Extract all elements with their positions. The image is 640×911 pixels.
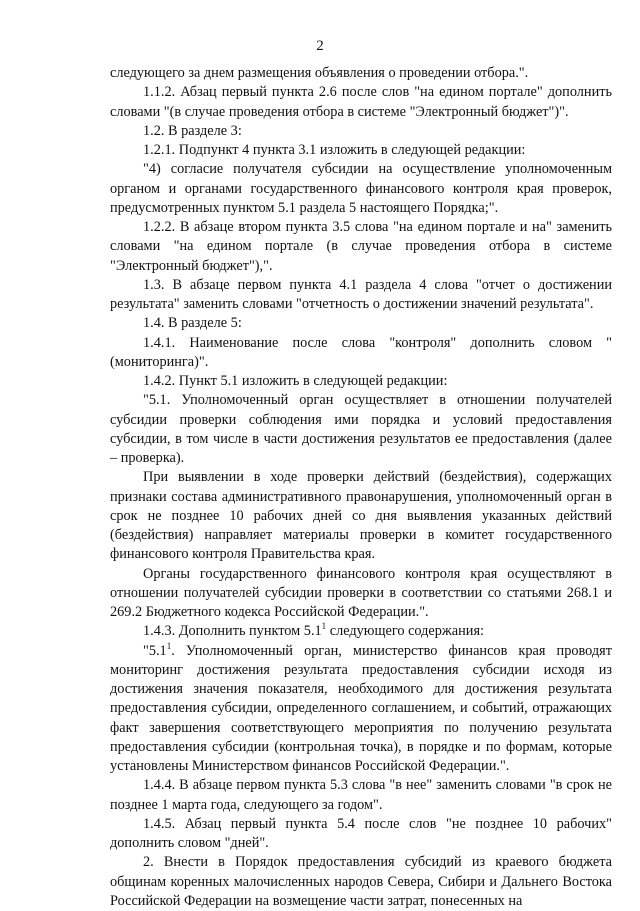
paragraph: 1.2.2. В абзаце втором пункта 3.5 слова "на едином портале и на" заменить словами "на едином портале (в случае проведения отбора в системе "Электронный бюджет"),". — [110, 219, 612, 274]
paragraph: 1.2.1. Подпункт 4 пункта 3.1 изложить в следующей редакции: — [143, 142, 526, 158]
paragraph: 1.4.1. Наименование после слова "контроля" дополнить словом "(мониторинга)". — [110, 334, 612, 370]
paragraph: 1.4.2. Пункт 5.1 изложить в следующей редакции: — [143, 373, 448, 389]
paragraph: "4) согласие получателя субсидии на осуществление уполномоченным органом и органами государственного финансового контроля края проверок, предусмотренных пунктом 5.1 раздела 5 настоящего Порядка;". — [110, 161, 612, 216]
superscript: 1 — [321, 621, 327, 632]
paragraph: 1.4. В разделе 5: — [143, 315, 242, 332]
paragraph: При выявлении в ходе проверки действий (бездействия), содержащих признаки состава административного правонарушения, уполномоченный орган в срок не позднее 10 рабочих дней со дня выявления указанных действий (бездействия) направляет материалы проверки в комитет государственного финансового контроля Правительства края. — [110, 469, 612, 563]
paragraph: 1.4.5. Абзац первый пункта 5.4 после слов "не позднее 10 рабочих" дополнить словом "дней". — [110, 815, 612, 851]
paragraph: "5.1. Уполномоченный орган осуществляет в отношении получателей субсидии проверки соблюдения ими порядка и условий предоставления субсидии, в том числе в части достижения результатов ее предоставления (далее – проверка). — [110, 392, 612, 466]
paragraph — [110, 622, 612, 641]
paragraph-text: следующего содержания: — [326, 623, 484, 640]
paragraph: 1.2. В разделе 3: — [143, 122, 242, 139]
paragraph-text: "5.1 — [143, 642, 167, 659]
paragraph: 2. Внести в Порядок предоставления субсидий из краевого бюджета общинам коренных малочисленных народов Севера, Сибири и Дальнего Востока Российской Федерации на возмещение части затрат, понесенных на — [110, 854, 612, 909]
paragraph: 1.4.4. В абзаце первом пункта 5.3 слова "в нее" заменить словами "в срок не позднее 1 марта года, следующего за годом". — [110, 777, 612, 813]
paragraph: следующего за днем размещения объявления о проведении отбора.". — [110, 65, 529, 81]
page-number: 2 — [316, 38, 324, 54]
paragraph: 1.3. В абзаце первом пункта 4.1 раздела 4 слова "отчет о достижении результата" заменить словами "отчетность о достижении значений результата". — [110, 276, 612, 312]
paragraph: 1.1.2. Абзац первый пункта 2.6 после слов "на едином портале" дополнить словами "(в случае проведения отбора в системе "Электронный бюджет")". — [110, 84, 612, 120]
paragraph — [110, 642, 612, 777]
paragraph: Органы государственного финансового контроля края осуществляют в отношении получателей субсидии проверки в соответствии со статьями 268.1 и 269.2 Бюджетного кодекса Российской Федерации.". — [110, 565, 612, 620]
document-body — [110, 64, 612, 911]
superscript: 1 — [166, 640, 172, 651]
paragraph-text: . Уполномоченный орган, министерство финансов края проводят мониторинг достижения результата предоставления субсидии исходя из достижения значения показателя, необходимого для достижения результата предоставления субсидии, определенного соглашением, и событий, отражающих факт завершения соответствующего мероприятия по получению результата предоставления субсидии (контрольная точка), в порядке и по формам, которые установлены Министерством финансов Российской Федерации.". — [110, 642, 612, 774]
paragraph-text: 1.4.3. Дополнить пунктом 5.1 — [143, 623, 322, 640]
